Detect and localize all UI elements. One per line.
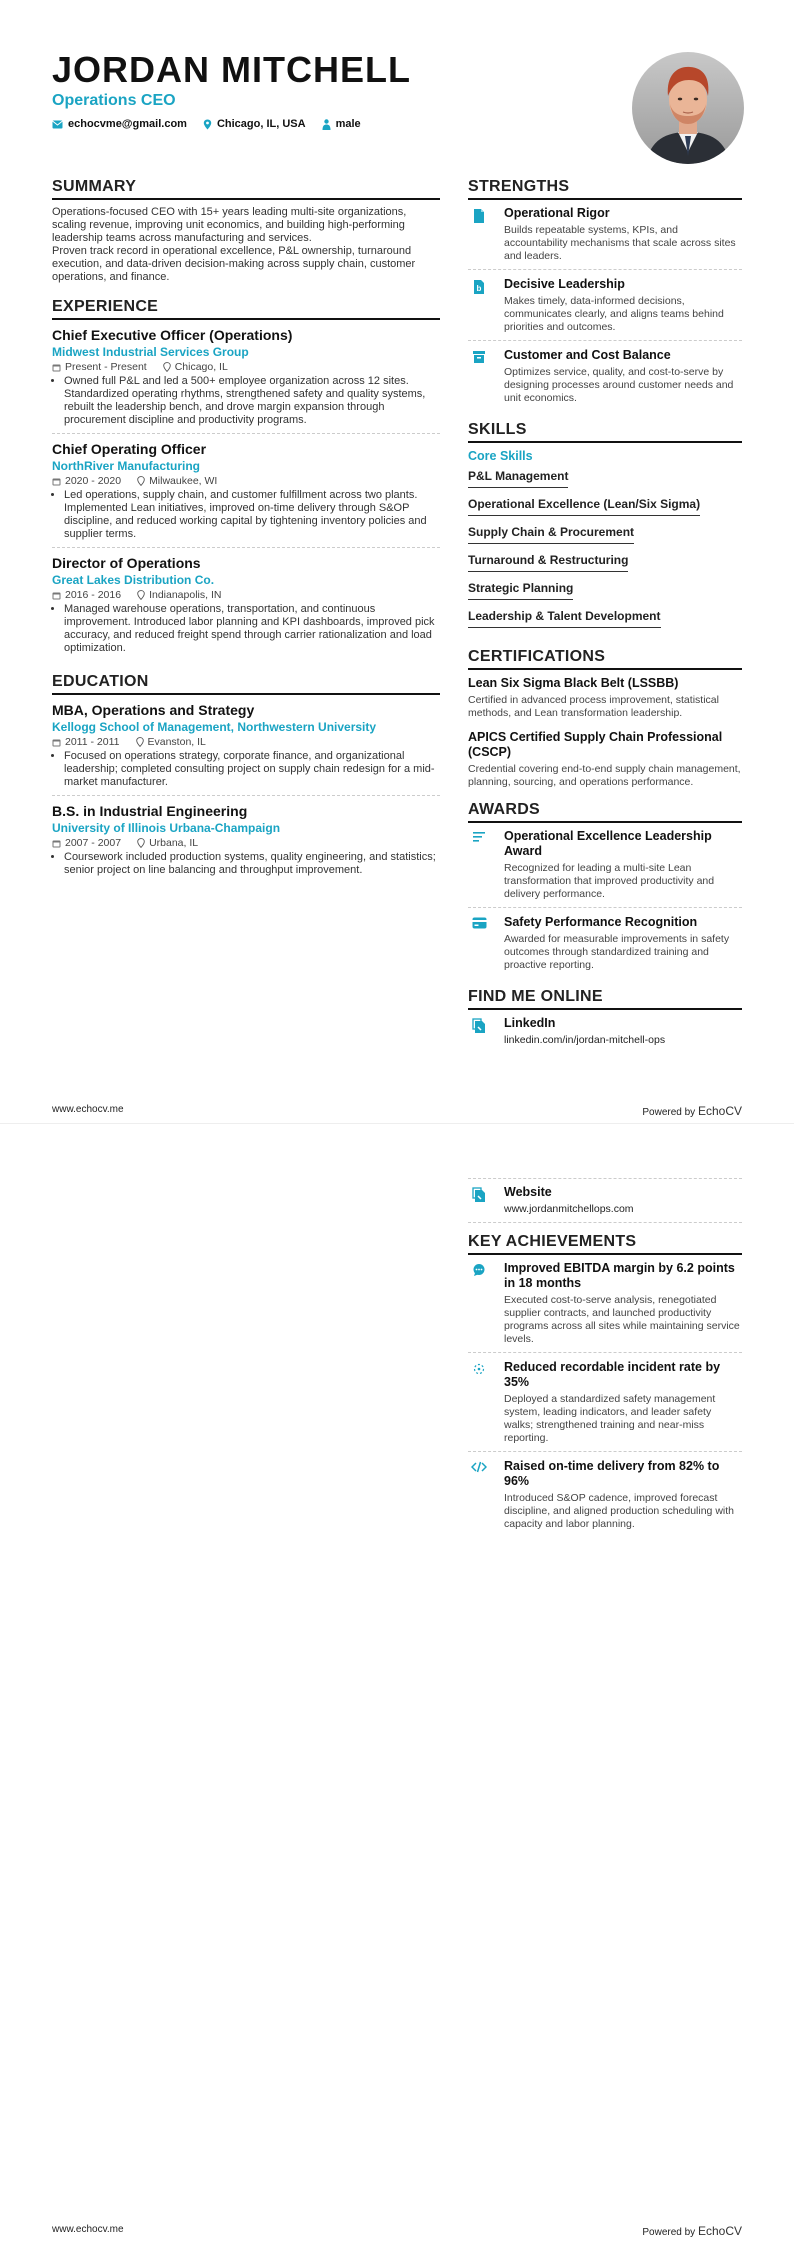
experience-dates: Present - Present [65, 361, 147, 373]
education-entry [52, 802, 440, 883]
award-title: Safety Performance Recognition [504, 915, 698, 929]
gender-text: male [335, 118, 361, 130]
experience-company: NorthRiver Manufacturing [52, 459, 201, 473]
website-icon [472, 1187, 486, 1203]
svg-text:b: b [476, 284, 482, 293]
document-b-icon [472, 279, 486, 295]
achievements-heading: KEY ACHIEVEMENTS [468, 1233, 742, 1255]
education-bullet: • Coursework included production systems, quality engineering, and statistics; senior project on line balancing and throughput improvement. [64, 851, 440, 877]
certification-item [468, 730, 742, 789]
education-location: Urbana, IL [149, 837, 199, 849]
target-icon [472, 1362, 486, 1376]
experience-heading: EXPERIENCE [52, 298, 440, 320]
calendar-icon [52, 591, 61, 600]
footer-site[interactable]: www.echocv.me [52, 1104, 124, 1115]
education-dates: 2011 - 2011 [65, 736, 120, 748]
experience-meta [52, 361, 440, 373]
experience-title: Chief Operating Officer [52, 441, 207, 457]
location-text: Chicago, IL, USA [216, 118, 306, 130]
achievement-title: Reduced recordable incident rate by 35% [504, 1360, 721, 1389]
skill-tag: Operational Excellence (Lean/Six Sigma) [468, 494, 700, 516]
strength-item [468, 206, 742, 270]
envelope-icon [52, 120, 63, 129]
strength-description: Makes timely, data-informed decisions, communicates clearly, and aligns teams behind priorities and outcomes. [504, 295, 724, 333]
map-pin-icon [137, 590, 145, 600]
skills-group-title: Core Skills [468, 449, 533, 463]
summary-paragraph-2: Proven track record in operational excellence, P&L ownership, turnaround execution, and data-driven decision-making across supply chain, customer operations, and finance. [52, 245, 416, 283]
footer-site[interactable]: www.echocv.me [52, 2224, 124, 2235]
education-school: University of Illinois Urbana-Champaign [52, 821, 281, 835]
experience-company: Midwest Industrial Services Group [52, 345, 249, 359]
achievement-item [468, 1459, 742, 1537]
experience-title: Director of Operations [52, 555, 201, 571]
location-contact [203, 118, 306, 130]
education-bullet: • Focused on operations strategy, corporate finance, and organizational leadership; completed consulting project on supply chain redesign for a mid-market manufacturer. [64, 750, 440, 789]
email-contact[interactable] [52, 118, 187, 130]
map-pin-icon [137, 838, 145, 848]
strength-item [468, 348, 742, 411]
skills-heading: SKILLS [468, 421, 742, 443]
calendar-icon [52, 363, 61, 372]
award-description: Awarded for measurable improvements in safety outcomes through standardized training and proactive reporting. [504, 933, 730, 971]
experience-bullet: • Led operations, supply chain, and customer fulfillment across two plants. Implemented Lean initiatives, improved on-time delivery through S&OP discipline, and reduced working capital by tightening inventory policies and supplier terms. [64, 489, 440, 541]
award-title: Operational Excellence Leadership Award [504, 829, 712, 858]
map-pin-icon [136, 737, 144, 747]
map-pin-icon [163, 362, 171, 372]
achievement-description: Executed cost-to-serve analysis, renegotiated supplier contracts, and launched productivity programs across all sites while maintaining service levels. [504, 1294, 740, 1345]
education-meta [52, 736, 440, 748]
gender-contact [322, 118, 361, 130]
strength-description: Optimizes service, quality, and cost-to-serve by designing processes around customer needs and unit economics. [504, 366, 734, 404]
education-school: Kellogg School of Management, Northwestern University [52, 720, 377, 734]
strength-title: Customer and Cost Balance [504, 348, 671, 362]
experience-meta [52, 475, 440, 487]
certification-item [468, 676, 742, 720]
awards-heading: AWARDS [468, 801, 742, 823]
strengths-heading: STRENGTHS [468, 178, 742, 200]
strength-title: Operational Rigor [504, 206, 610, 220]
online-link[interactable]: www.jordanmitchellops.com [504, 1203, 634, 1215]
list-icon [472, 831, 486, 843]
experience-dates: 2016 - 2016 [65, 589, 122, 601]
resume-page-1 [0, 0, 794, 1123]
skill-tag: P&L Management [468, 466, 568, 488]
education-meta [52, 837, 440, 849]
skill-tag: Strategic Planning [468, 578, 573, 600]
experience-company: Great Lakes Distribution Co. [52, 573, 215, 587]
education-degree: MBA, Operations and Strategy [52, 702, 255, 718]
online-item[interactable] [468, 1016, 742, 1053]
strength-item [468, 277, 742, 341]
page-footer [52, 2224, 742, 2238]
footer-powered-label: Powered by [642, 1107, 696, 1118]
code-icon [471, 1461, 487, 1473]
summary-heading: SUMMARY [52, 178, 440, 200]
resume-header [52, 50, 612, 130]
education-entry [52, 701, 440, 796]
calendar-icon [52, 839, 61, 848]
map-pin-icon [203, 119, 212, 130]
right-column-continued [468, 1178, 742, 1544]
award-description: Recognized for leading a multi-site Lean transformation that improved productivity and delivery performance. [504, 862, 715, 900]
experience-meta [52, 589, 440, 601]
online-item[interactable] [468, 1178, 742, 1223]
footer-brand[interactable]: EchoCV [697, 2224, 742, 2238]
link-icon [472, 1018, 486, 1034]
skill-tag: Supply Chain & Procurement [468, 522, 634, 544]
education-degree: B.S. in Industrial Engineering [52, 803, 248, 819]
certifications-heading: CERTIFICATIONS [468, 648, 742, 670]
achievement-description: Deployed a standardized safety management system, leading indicators, and leader safety walks; strengthened training and near-miss reporting. [504, 1393, 716, 1444]
online-link[interactable]: linkedin.com/in/jordan-mitchell-ops [504, 1034, 666, 1046]
experience-dates: 2020 - 2020 [65, 475, 122, 487]
person-icon [322, 119, 331, 130]
achievement-title: Improved EBITDA margin by 6.2 points in 18 months [504, 1261, 735, 1290]
online-heading: FIND ME ONLINE [468, 988, 742, 1010]
achievement-title: Raised on-time delivery from 82% to 96% [504, 1459, 720, 1488]
page-footer [52, 1104, 742, 1118]
education-location: Evanston, IL [147, 736, 206, 748]
candidate-name: JORDAN MITCHELL [52, 49, 411, 90]
calendar-icon [52, 738, 61, 747]
certification-description: Certified in advanced process improvement, statistical methods, and Lean transformation leadership. [468, 694, 719, 719]
experience-bullet: • Managed warehouse operations, transportation, and continuous improvement. Introduced labor planning and KPI dashboards, improved pick accuracy, and reduced freight spend through carrier rationalization and load optimization. [64, 603, 440, 655]
certification-description: Credential covering end-to-end supply chain management, planning, sourcing, and operations performance. [468, 763, 741, 788]
award-item [468, 915, 742, 978]
skill-tag: Leadership & Talent Development [468, 606, 661, 628]
education-heading: EDUCATION [52, 673, 440, 695]
experience-entry [52, 326, 440, 434]
strength-title: Decisive Leadership [504, 277, 625, 291]
certification-title: APICS Certified Supply Chain Professional (CSCP) [468, 730, 723, 759]
experience-location: Indianapolis, IN [149, 589, 222, 601]
calendar-icon [52, 477, 61, 486]
left-column [52, 178, 440, 889]
profile-photo [632, 52, 744, 164]
experience-entry [52, 440, 440, 548]
experience-location: Chicago, IL [174, 361, 228, 373]
summary-paragraph-1: Operations-focused CEO with 15+ years leading multi-site organizations, scaling revenue, improving unit economics, and building high-performing leadership teams across manufacturing and services. [52, 206, 407, 244]
right-column [468, 178, 742, 1060]
map-pin-icon [137, 476, 145, 486]
speech-bubble-icon [472, 1263, 486, 1277]
experience-location: Milwaukee, WI [149, 475, 218, 487]
email-text: echocvme@gmail.com [68, 118, 187, 130]
experience-title: Chief Executive Officer (Operations) [52, 327, 293, 343]
experience-bullet: • Owned full P&L and led a 500+ employee organization across 12 sites. Standardized operating rhythms, strengthened safety and quality systems, rebuilt the leadership bench, and drove margin expansion through procurement discipline and productivity programs. [64, 375, 440, 427]
achievement-item [468, 1261, 742, 1353]
education-dates: 2007 - 2007 [65, 837, 122, 849]
online-title: Website [504, 1185, 552, 1199]
certification-title: Lean Six Sigma Black Belt (LSSBB) [468, 676, 679, 690]
archive-icon [472, 350, 486, 364]
resume-page-2 [0, 1123, 794, 2247]
strength-description: Builds repeatable systems, KPIs, and accountability mechanisms that scale across sites and leaders. [504, 224, 736, 262]
job-title: Operations CEO [52, 92, 176, 109]
contact-row [52, 118, 612, 130]
bookmark-icon [472, 208, 486, 224]
footer-powered-label: Powered by [642, 2227, 696, 2238]
achievement-description: Introduced S&OP cadence, improved forecast discipline, and aligned production scheduling with capacity and labor planning. [504, 1492, 734, 1530]
online-title: LinkedIn [504, 1016, 556, 1030]
award-item [468, 829, 742, 908]
footer-brand[interactable]: EchoCV [697, 1104, 742, 1118]
experience-entry [52, 554, 440, 661]
achievement-item [468, 1360, 742, 1452]
skill-tag: Turnaround & Restructuring [468, 550, 628, 572]
card-icon [472, 917, 487, 929]
